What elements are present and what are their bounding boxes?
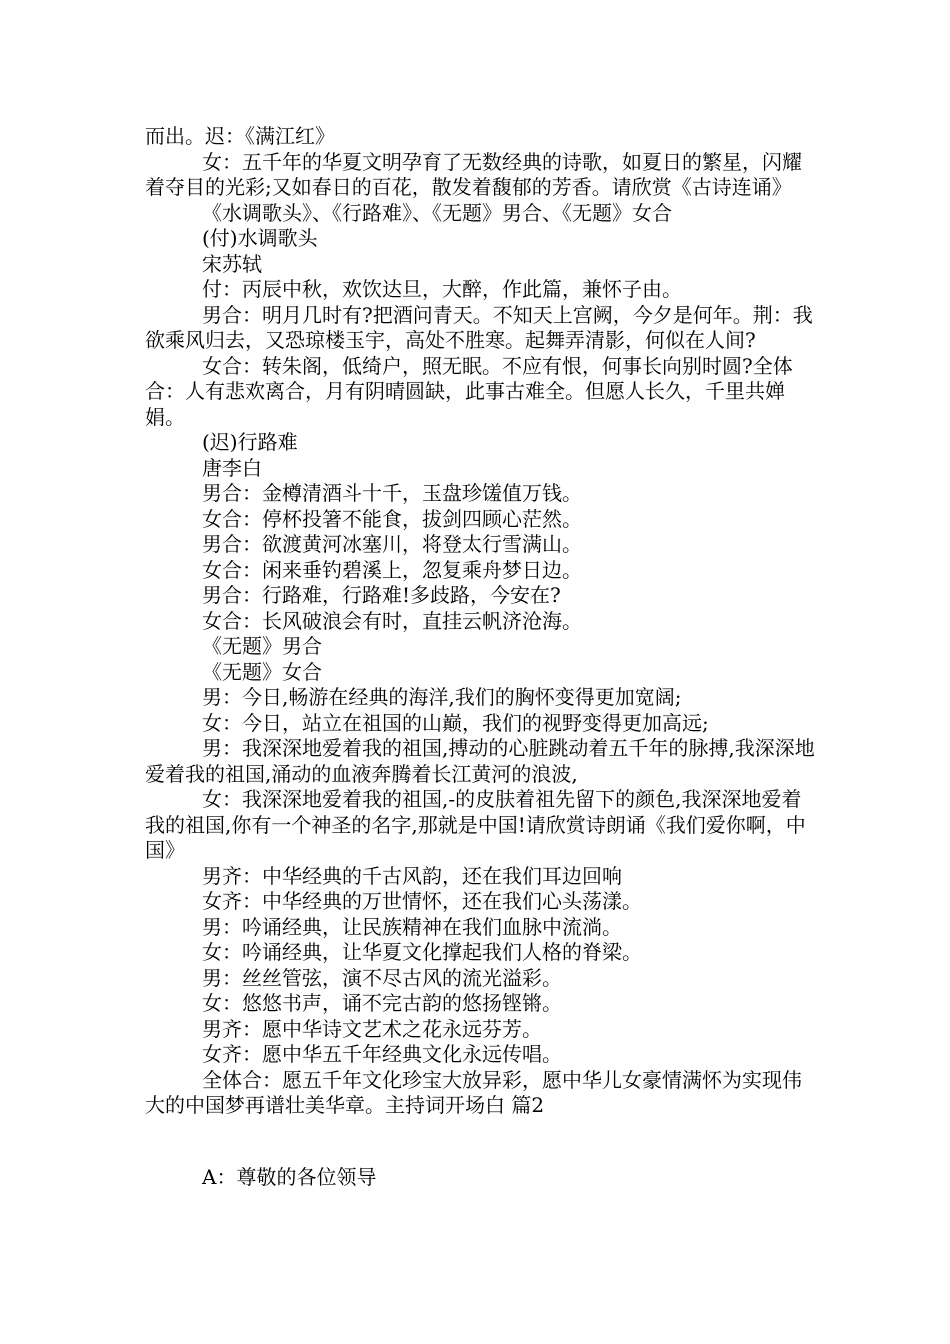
- paragraph: 全体合：愿五千年文化珍宝大放异彩，愿中华儿女豪情满怀为实现伟大的中国梦再谱壮美华章。主持词开场白 篇2: [145, 1067, 802, 1117]
- document-body: [145, 124, 815, 1190]
- paragraph: 男合：行路难，行路难!多歧路，今安在?: [202, 583, 561, 607]
- paragraph: 男齐：愿中华诗文艺术之花永远芬芳。: [202, 1016, 542, 1041]
- paragraph: 女合：转朱阁，低绮户，照无眠。不应有恨，何事长向别时圆?全体合：人有悲欢离合，月有阴晴圆缺，此事古难全。但愿人长久，千里共婵娟。: [145, 353, 793, 429]
- paragraph: 《水调歌头》、《行路难》、《无题》男合、《无题》女合: [202, 200, 672, 225]
- paragraph: 女合：停杯投箸不能食，拔剑四顾心茫然。: [202, 506, 582, 531]
- greeting-line: A：尊敬的各位领导: [202, 1164, 377, 1189]
- paragraph: 《无题》男合: [202, 634, 322, 658]
- paragraph: (迟)行路难: [202, 430, 298, 454]
- paragraph: 女合：长风破浪会有时，直挂云帆济沧海。: [202, 608, 582, 633]
- paragraph: 而出。迟：《满江红》: [145, 124, 335, 148]
- paragraph: 男：吟诵经典，让民族精神在我们血脉中流淌。: [202, 914, 622, 939]
- paragraph: 女：五千年的华夏文明孕育了无数经典的诗歌，如夏日的繁星，闪耀着夺目的光彩;又如春日的百花，散发着馥郁的芳香。请欣赏《古诗连诵》: [145, 149, 802, 199]
- paragraph: 付：丙辰中秋，欢饮达旦，大醉，作此篇，兼怀子由。: [202, 277, 682, 301]
- paragraph: 男：丝丝管弦，演不尽古风的流光溢彩。: [202, 965, 562, 990]
- paragraph: 女齐：愿中华五千年经典文化永远传唱。: [202, 1042, 562, 1066]
- paragraph: 男齐：中华经典的千古风韵，还在我们耳边回响: [202, 863, 622, 888]
- paragraph: 女：今日，站立在祖国的山巅，我们的视野变得更加高远;: [202, 710, 709, 735]
- paragraph: 宋苏轼: [202, 251, 262, 276]
- paragraph: 《无题》女合: [202, 659, 322, 684]
- paragraph: 女齐：中华经典的万世情怀，还在我们心头荡漾。: [202, 889, 642, 913]
- paragraph: 女：我深深地爱着我的祖国,-的皮肤着祖先留下的颜色,我深深地爱着我的祖国,你有一个神圣的名字,那就是中国!请欣赏诗朗诵《我们爱你啊，中国》: [145, 787, 806, 862]
- paragraph: 唐李白: [202, 455, 262, 480]
- paragraph: 男：今日,畅游在经典的海洋,我们的胸怀变得更加宽阔;: [202, 685, 682, 709]
- paragraph: 女：吟诵经典，让华夏文化撑起我们人格的脊梁。: [202, 940, 642, 964]
- paragraph: (付)水调歌头: [202, 226, 318, 250]
- paragraph: 男：我深深地爱着我的祖国,搏动的心脏跳动着五千年的脉搏,我深深地爱着我的祖国,涌动的血液奔腾着长江黄河的浪波,: [145, 736, 815, 786]
- paragraph: 男合：明月几时有?把酒问青天。不知天上宫阙，今夕是何年。荆：我欲乘风归去，又恐琼楼玉宇，高处不胜寒。起舞弄清影，何似在人间?: [145, 302, 813, 352]
- paragraph: 男合：金樽清酒斗十千，玉盘珍馐值万钱。: [202, 481, 582, 505]
- section-gap: [145, 1119, 815, 1165]
- paragraph: 男合：欲渡黄河冰塞川，将登太行雪满山。: [202, 532, 582, 556]
- paragraph: 女：悠悠书声，诵不完古韵的悠扬铿锵。: [202, 991, 562, 1015]
- paragraph: 女合：闲来垂钓碧溪上，忽复乘舟梦日边。: [202, 557, 582, 582]
